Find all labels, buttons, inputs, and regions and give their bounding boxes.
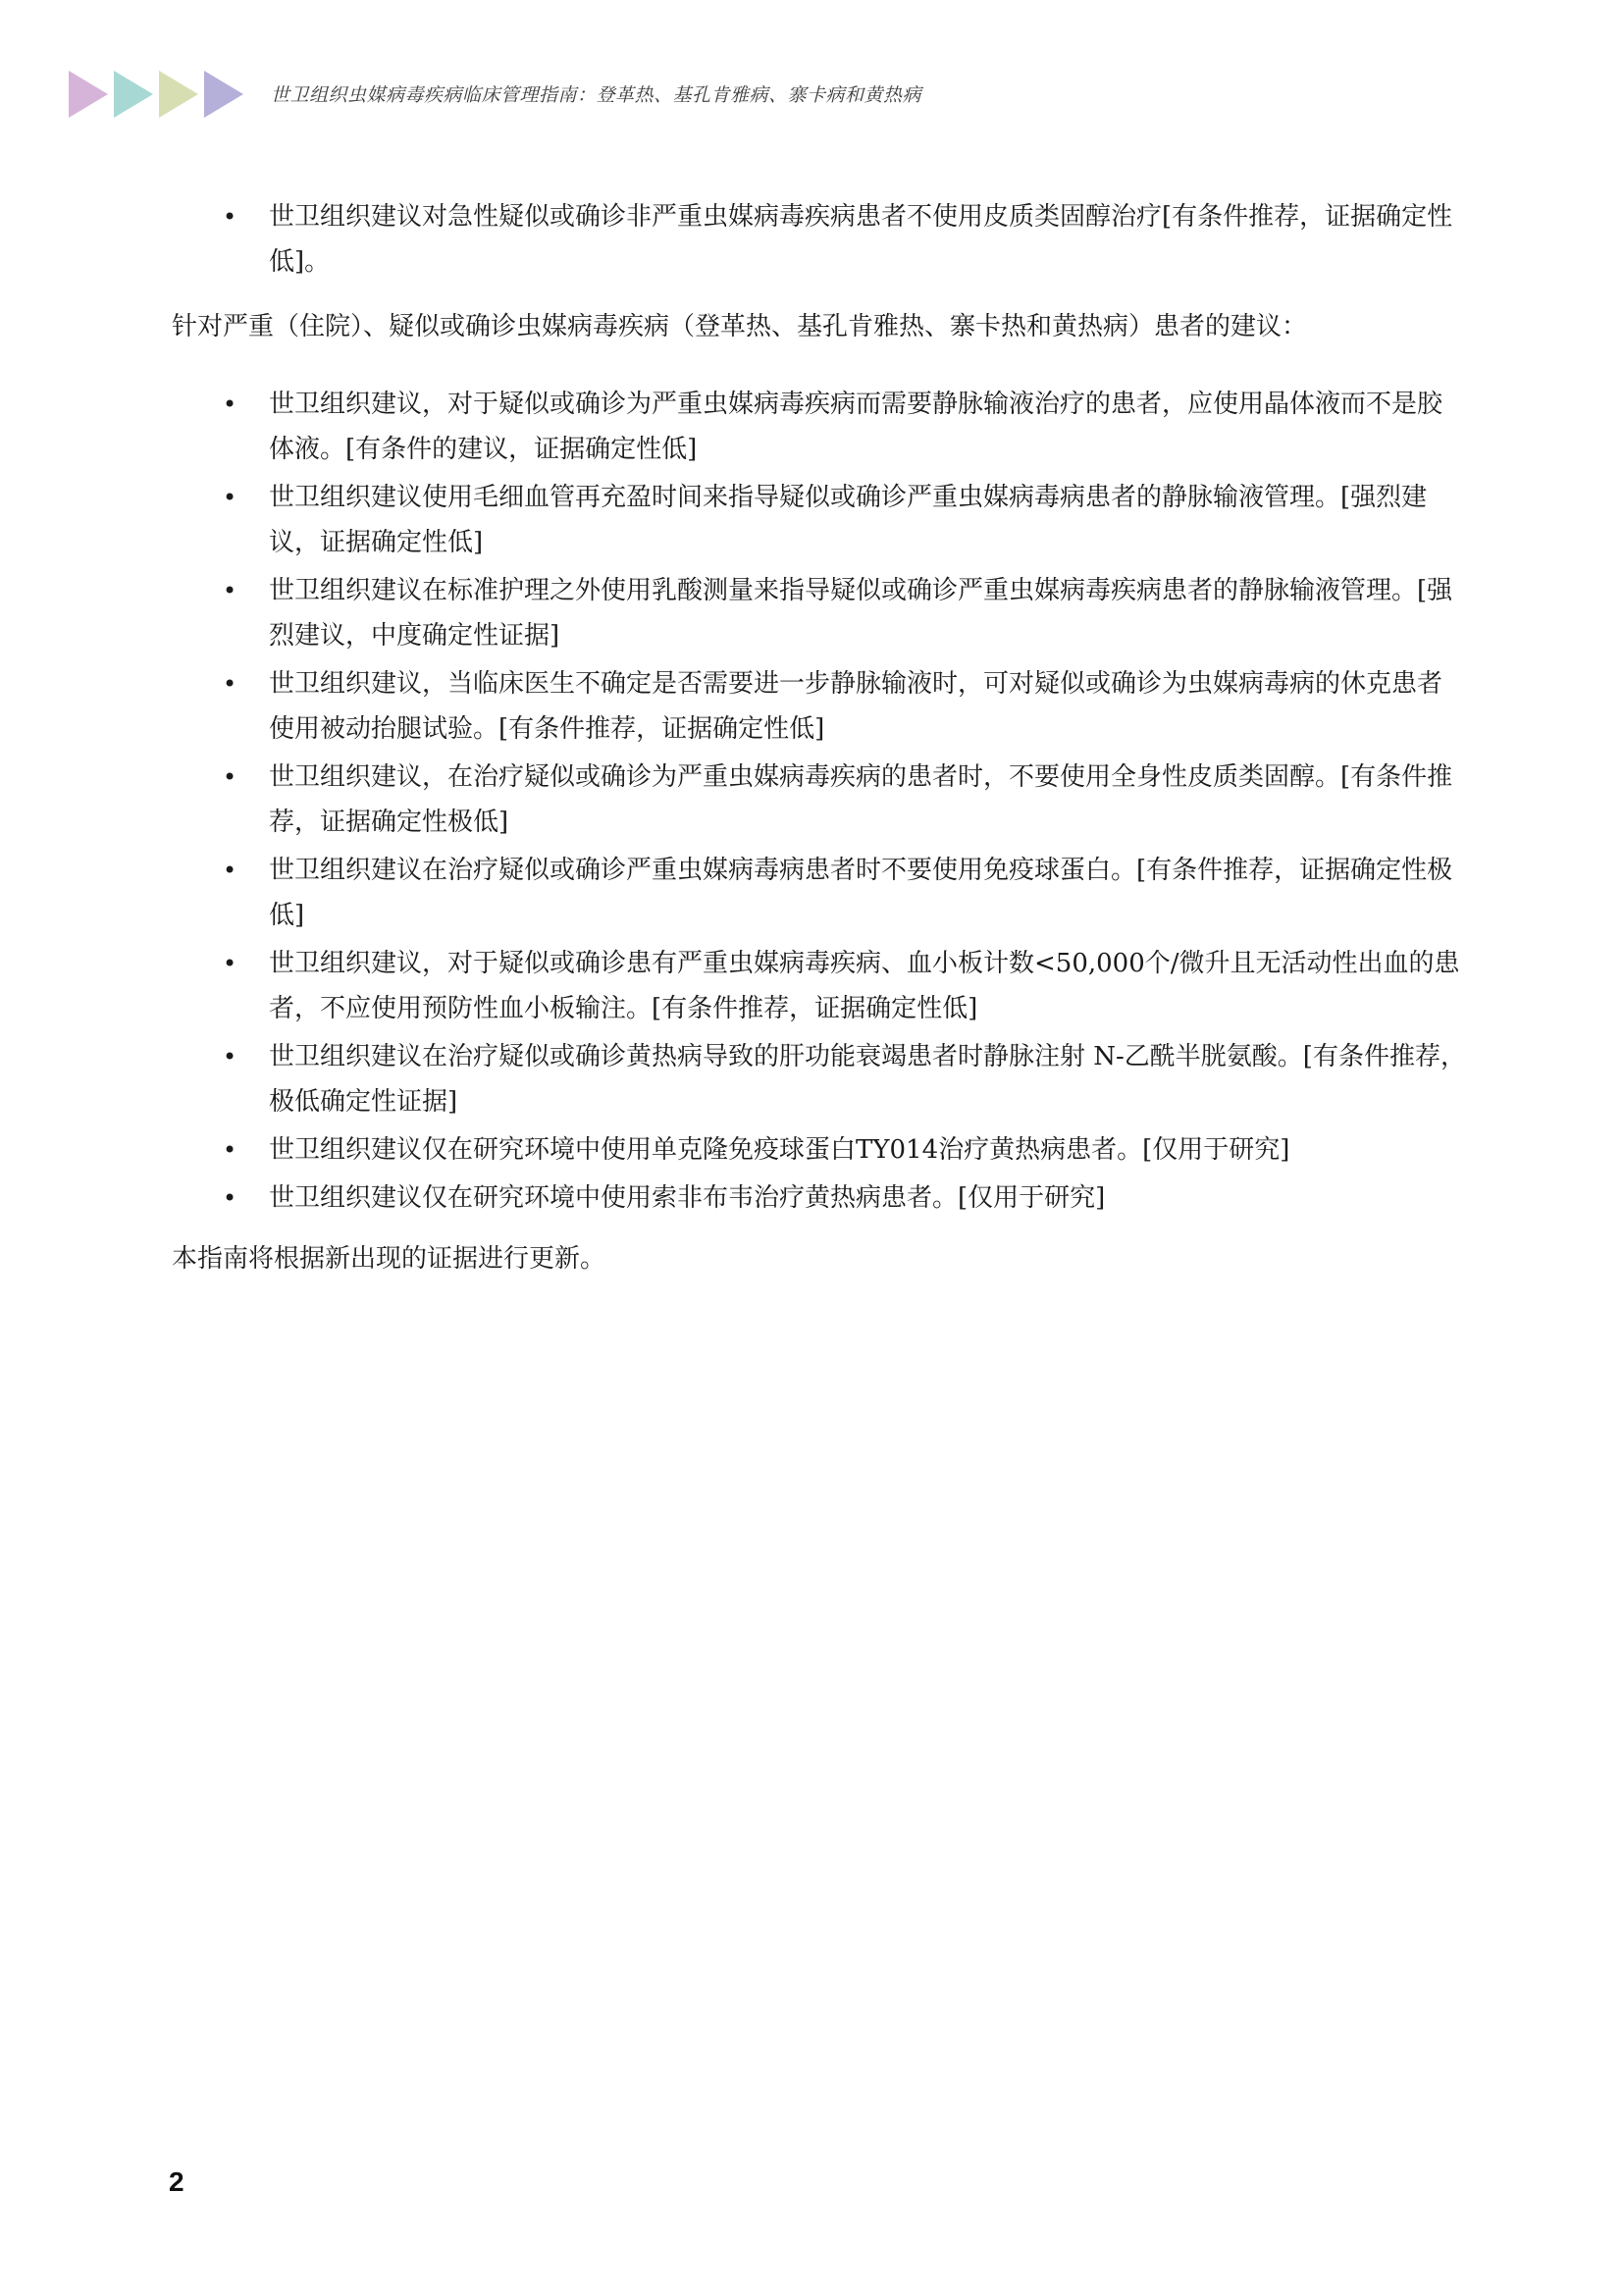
recommendation-text: 世卫组织建议对急性疑似或确诊非严重虫媒病毒疾病患者不使用皮质类固醇治疗[有条件推荐，证据确定性低]。: [269, 202, 1453, 277]
recommendation-text: 世卫组织建议，当临床医生不确定是否需要进一步静脉输液时，可对疑似或确诊为虫媒病毒病的休克患者使用被动抬腿试验。[有条件推荐，证据确定性低]: [269, 669, 1443, 744]
recommendation-item: [223, 1175, 1467, 1221]
header-title: 世卫组织虫媒病毒疾病临床管理指南：登革热、基孔肯雅病、寨卡病和黄热病: [271, 84, 922, 106]
recommendation-item: [223, 755, 1467, 845]
bullet-icon: •: [223, 670, 237, 698]
recommendation-text: 世卫组织建议在标准护理之外使用乳酸测量来指导疑似或确诊严重虫媒病毒疾病患者的静脉输液管理。[强烈建议，中度确定性证据]: [269, 576, 1453, 651]
bullet-icon: •: [223, 577, 237, 604]
bullet-icon: •: [223, 857, 237, 884]
recommendation-item: [223, 848, 1467, 938]
recommendation-list-nonsevere: [172, 194, 1467, 285]
recommendation-item: [223, 475, 1467, 565]
recommendation-list-severe: [172, 382, 1467, 1221]
bullet-icon: •: [223, 763, 237, 791]
recommendation-item: [223, 194, 1467, 285]
arrow-1-icon: [69, 71, 108, 118]
bullet-icon: •: [223, 1136, 237, 1164]
page-content: [172, 194, 1467, 1314]
bullet-icon: •: [223, 950, 237, 977]
recommendation-item: [223, 568, 1467, 658]
recommendation-item: [223, 941, 1467, 1031]
arrow-2-icon: [114, 71, 153, 118]
decorative-arrows-icon: [69, 69, 265, 120]
recommendation-text: 世卫组织建议仅在研究环境中使用索非布韦治疗黄热病患者。[仅用于研究]: [269, 1183, 1106, 1213]
recommendation-item: [223, 661, 1467, 752]
severe-intro-paragraph: 针对严重（住院）、疑似或确诊虫媒病毒疾病（登革热、基孔肯雅热、寨卡热和黄热病）患者的建议：: [172, 312, 1308, 341]
recommendation-text: 世卫组织建议，对于疑似或确诊为严重虫媒病毒疾病而需要静脉输液治疗的患者，应使用晶体液而不是胶体液。[有条件的建议，证据确定性低]: [269, 390, 1443, 464]
bullet-icon: •: [223, 203, 237, 231]
running-header: [69, 69, 1541, 120]
recommendation-text: 世卫组织建议在治疗疑似或确诊严重虫媒病毒病患者时不要使用免疫球蛋白。[有条件推荐，证据确定性极低]: [269, 856, 1453, 930]
page-number: 2: [169, 2166, 184, 2197]
recommendation-text: 世卫组织建议使用毛细血管再充盈时间来指导疑似或确诊严重虫媒病毒病患者的静脉输液管理。[强烈建议，证据确定性低]: [269, 483, 1428, 557]
recommendation-text: 世卫组织建议在治疗疑似或确诊黄热病导致的肝功能衰竭患者时静脉注射 N-乙酰半胱氨酸。[有条件推荐，极低确定性证据]: [269, 1042, 1466, 1117]
arrow-4-icon: [204, 71, 243, 118]
recommendation-item: [223, 1034, 1467, 1124]
recommendation-item: [223, 382, 1467, 472]
recommendation-text: 世卫组织建议，对于疑似或确诊患有严重虫媒病毒疾病、血小板计数<50,000个/微升且无活动性出血的患者，不应使用预防性血小板输注。[有条件推荐，证据确定性低]: [269, 949, 1460, 1023]
arrow-3-icon: [159, 71, 198, 118]
closing-paragraph: 本指南将根据新出现的证据进行更新。: [172, 1244, 606, 1274]
bullet-icon: •: [223, 391, 237, 418]
bullet-icon: •: [223, 1043, 237, 1070]
recommendation-text: 世卫组织建议仅在研究环境中使用单克隆免疫球蛋白TY014治疗黄热病患者。[仅用于研究]: [269, 1135, 1290, 1165]
recommendation-item: [223, 1127, 1467, 1173]
bullet-icon: •: [223, 1184, 237, 1212]
bullet-icon: •: [223, 484, 237, 511]
recommendation-text: 世卫组织建议，在治疗疑似或确诊为严重虫媒病毒疾病的患者时，不要使用全身性皮质类固醇。[有条件推荐，证据确定性极低]: [269, 762, 1453, 837]
